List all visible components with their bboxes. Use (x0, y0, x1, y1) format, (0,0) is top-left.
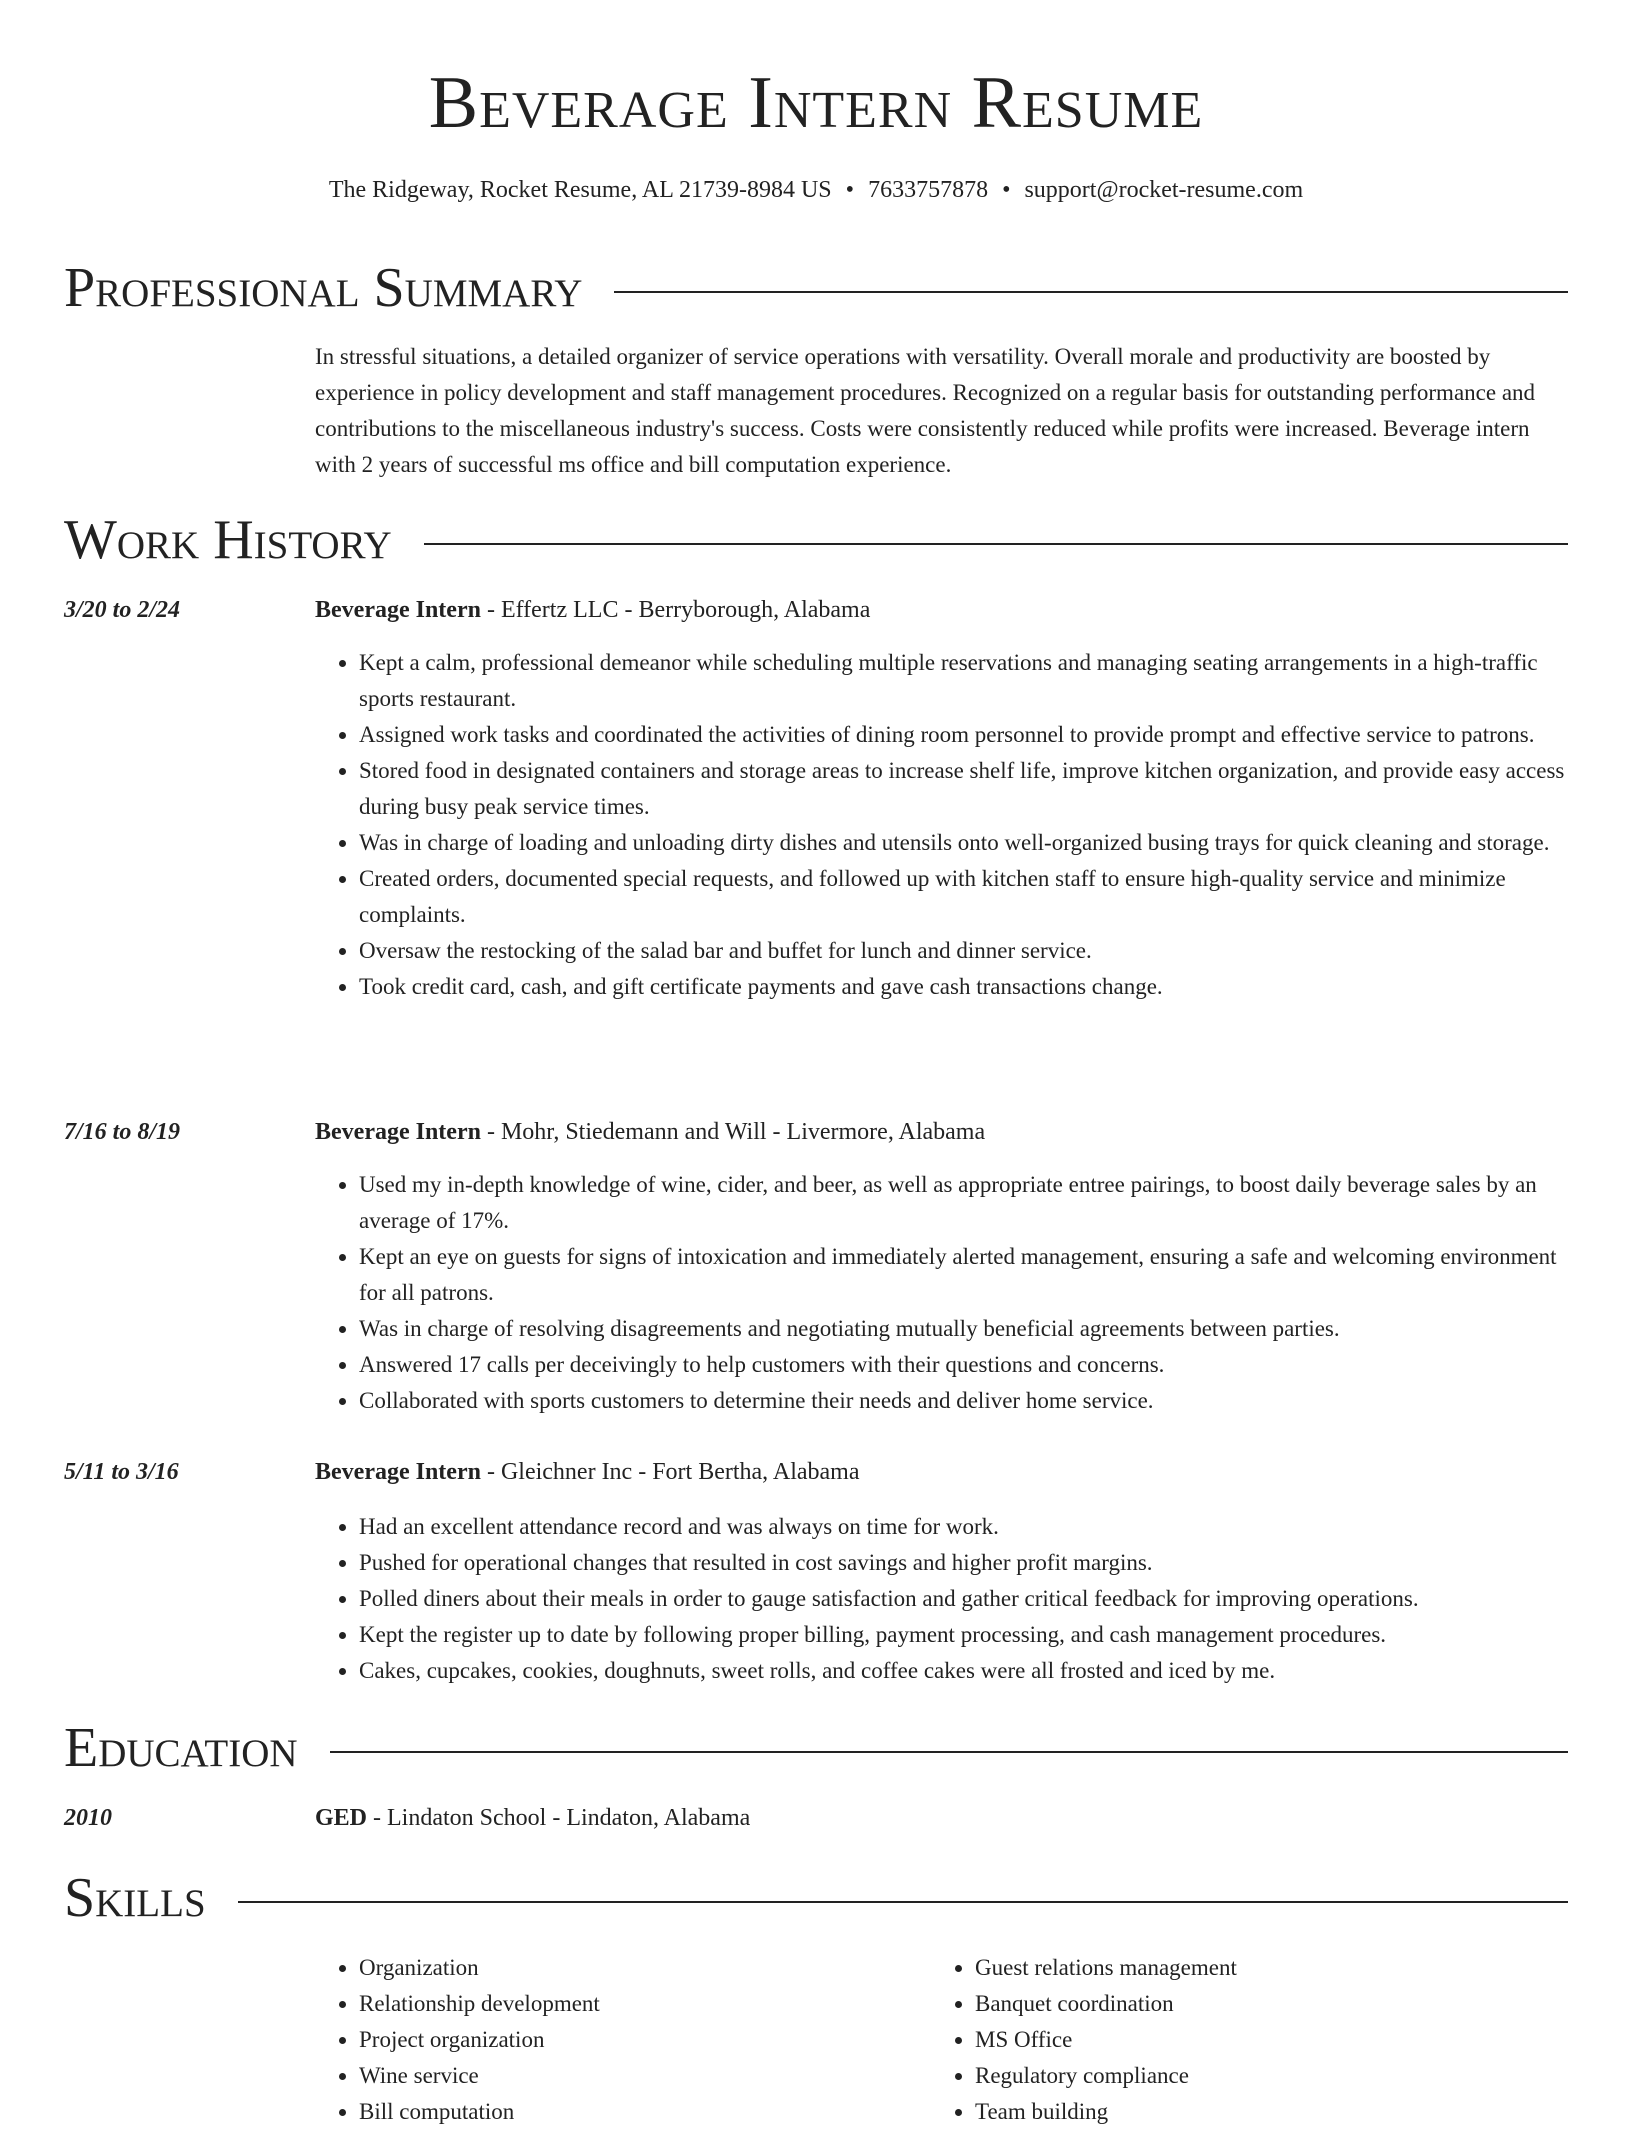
skills-list-left (315, 1950, 919, 2130)
section-divider (330, 1751, 1568, 1753)
job-dates: 5/11 to 3/16 (64, 1459, 179, 1485)
job-bullet: • Was in charge of loading and unloading dirty dishes and utensils onto well-organized busing trays for quick cleaning and storage. (359, 825, 1568, 861)
summary-text: In stressful situations, a detailed organizer of service operations with versatility. Overall morale and productivity are boosted by experience in policy development and staff management procedures. Recognized on a regular basis for outstanding performance and contributions to the miscellaneous industry's success. Costs were consistently reduced while profits were increased. Beverage intern with 2 years of successful ms office and bill computation experience. (315, 344, 1536, 477)
job-heading (315, 1116, 1568, 1148)
job-heading (315, 1456, 1568, 1488)
education-entry (315, 1802, 1568, 1834)
section-title-summary: Professional Summary (64, 257, 583, 319)
job-bullet: • Took credit card, cash, and gift certificate payments and gave cash transactions change. (359, 969, 1568, 1005)
job-bullet: • Had an excellent attendance record and was always on time for work. (359, 1509, 1568, 1545)
section-title-skills: Skills (64, 1867, 206, 1929)
job-employer: - Gleichner Inc - Fort Bertha, Alabama (480, 1459, 860, 1485)
skill-item: • Relationship development (359, 1986, 919, 2022)
job-bullet: • Pushed for operational changes that resulted in cost savings and higher profit margins. (359, 1545, 1568, 1581)
contact-separator: • (845, 177, 855, 203)
section-divider (614, 291, 1568, 293)
skill-item: • Project organization (359, 2022, 919, 2058)
education-degree: GED (315, 1805, 368, 1831)
job-title: Beverage Intern (315, 1459, 481, 1485)
skill-item: • MS Office (975, 2022, 1595, 2058)
contact-line (0, 174, 1632, 206)
skill-item: • Wine service (359, 2058, 919, 2094)
job-dates: 7/16 to 8/19 (64, 1119, 181, 1145)
section-header-summary (64, 256, 1568, 320)
job-bullet: • Created orders, documented special requests, and followed up with kitchen staff to ensure high-quality service and minimize complaints. (359, 861, 1568, 933)
contact-address: The Ridgeway, Rocket Resume, AL 21739-8984 US (328, 177, 832, 203)
section-title-work: Work History (64, 509, 392, 571)
resume-title: Beverage Intern Resume (428, 62, 1204, 144)
skill-item: • Team building (975, 2094, 1595, 2130)
job-title: Beverage Intern (315, 1119, 481, 1145)
job-bullet: • Assigned work tasks and coordinated the activities of dining room personnel to provide prompt and effective service to patrons. (359, 717, 1568, 753)
skill-item: • Regulatory compliance (975, 2058, 1595, 2094)
job-bullet: • Kept an eye on guests for signs of intoxication and immediately alerted management, ensuring a safe and welcoming environment for all patrons. (359, 1239, 1568, 1311)
job-bullets (315, 645, 1568, 1005)
job-dates: 3/20 to 2/24 (64, 597, 181, 623)
section-title-education: Education (64, 1717, 298, 1779)
job-employer: - Effertz LLC - Berryborough, Alabama (480, 597, 871, 623)
job-bullet: • Used my in-depth knowledge of wine, cider, and beer, as well as appropriate entree pairings, to boost daily beverage sales by an average of 17%. (359, 1167, 1568, 1239)
job-bullets (315, 1509, 1568, 1689)
job-bullet: • Kept the register up to date by following proper billing, payment processing, and cash management procedures. (359, 1617, 1568, 1653)
job-bullet: • Answered 17 calls per deceivingly to help customers with their questions and concerns. (359, 1347, 1568, 1383)
contact-phone: 7633757878 (868, 177, 989, 203)
job-bullet: • Kept a calm, professional demeanor while scheduling multiple reservations and managing seating arrangements in a high-traffic sports restaurant. (359, 645, 1568, 717)
skill-item: • Guest relations management (975, 1950, 1595, 1986)
section-header-skills (64, 1866, 1568, 1930)
job-bullet: • Was in charge of resolving disagreements and negotiating mutually beneficial agreements between parties. (359, 1311, 1568, 1347)
contact-email: support@rocket-resume.com (1024, 177, 1304, 203)
job-bullet: • Cakes, cupcakes, cookies, doughnuts, sweet rolls, and coffee cakes were all frosted and iced by me. (359, 1653, 1568, 1689)
section-header-education (64, 1716, 1568, 1780)
skill-item: • Bill computation (359, 2094, 919, 2130)
job-bullet: • Stored food in designated containers and storage areas to increase shelf life, improve kitchen organization, and provide easy access during busy peak service times. (359, 753, 1568, 825)
skill-item: • Organization (359, 1950, 919, 1986)
job-bullets (315, 1167, 1568, 1419)
section-header-work (64, 508, 1568, 572)
education-school: - Lindaton School - Lindaton, Alabama (367, 1805, 751, 1831)
job-heading (315, 594, 1568, 626)
job-bullet: • Polled diners about their meals in order to gauge satisfaction and gather critical feedback for improving operations. (359, 1581, 1568, 1617)
section-divider (238, 1901, 1568, 1903)
skills-list-right (931, 1950, 1595, 2130)
job-title: Beverage Intern (315, 597, 481, 623)
education-year: 2010 (64, 1805, 112, 1831)
job-bullet: • Oversaw the restocking of the salad bar and buffet for lunch and dinner service. (359, 933, 1568, 969)
section-divider (424, 543, 1568, 545)
contact-separator: • (1002, 177, 1011, 203)
job-bullet: • Collaborated with sports customers to determine their needs and deliver home service. (359, 1383, 1568, 1419)
skill-item: • Banquet coordination (975, 1986, 1595, 2022)
job-employer: - Mohr, Stiedemann and Will - Livermore, Alabama (480, 1119, 986, 1145)
